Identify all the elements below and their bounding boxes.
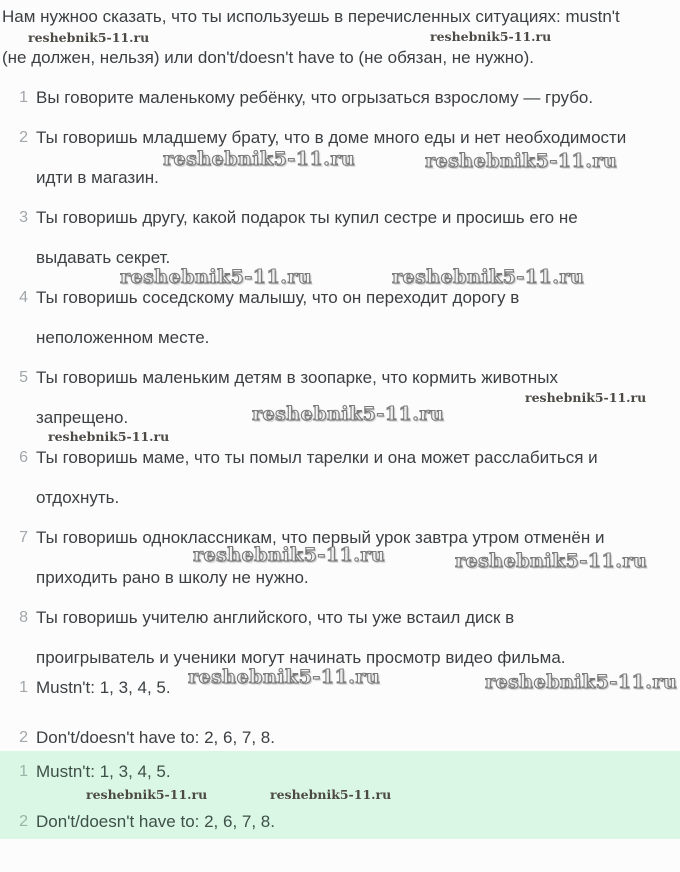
- situation-text: Вы говорите маленькому ребёнку, что огрызаться взрослому — грубо.: [36, 88, 594, 107]
- situation-number: 4: [19, 289, 28, 306]
- watermark-text: reshebnik5-11.ru: [270, 787, 392, 802]
- answer-number: 1: [19, 679, 28, 696]
- watermark-text: reshebnik5-11.ru: [86, 787, 208, 802]
- answer-text: Mustn't: 1, 3, 4, 5.: [36, 678, 171, 697]
- situation-text: Ты говоришь учителю английского, что ты уже встаил диск в: [36, 608, 515, 627]
- situation-number: 1: [19, 89, 28, 106]
- answer-text: Don't/doesn't have to: 2, 6, 7, 8.: [36, 728, 275, 747]
- situation-text: запрещено.: [36, 408, 129, 427]
- situation-3: [0, 208, 680, 228]
- answer-2: [0, 728, 680, 748]
- watermark-text: reshebnik5-11.ru: [163, 148, 356, 170]
- situation-1: [0, 88, 680, 108]
- answer-text: Don't/doesn't have to: 2, 6, 7, 8.: [36, 812, 275, 831]
- situation-text: приходить рано в школу не нужно.: [36, 568, 309, 587]
- answer-key-1: [0, 762, 680, 782]
- situation-8-line-2: [0, 648, 680, 668]
- situation-number: 8: [19, 609, 28, 626]
- task-header-line-1: Нам нужноо сказать, что ты используешь в перечисленных ситуациях: mustn't: [2, 7, 620, 26]
- watermark-text: reshebnik5-11.ru: [392, 266, 585, 288]
- situation-number: 3: [19, 209, 28, 226]
- task-header-line-2: (не должен, нельзя) или don't/doesn't have to (не обязан, не нужно).: [2, 48, 535, 67]
- situation-5: [0, 368, 680, 388]
- watermark-text: reshebnik5-11.ru: [28, 30, 150, 45]
- situation-text: идти в магазин.: [36, 168, 159, 187]
- situation-text: Ты говоришь одноклассникам, что первый урок завтра утром отменён и: [36, 528, 605, 547]
- situation-number: 5: [19, 369, 28, 386]
- situation-text: отдохнуть.: [36, 488, 120, 507]
- situation-number: 2: [19, 129, 28, 146]
- answer-number: 2: [19, 813, 28, 830]
- answer-key-2: [0, 812, 680, 832]
- watermark-text: reshebnik5-11.ru: [120, 266, 313, 288]
- situation-4: [0, 288, 680, 308]
- situation-text: Ты говоришь маме, что ты помыл тарелки и она может расслабиться и: [36, 448, 598, 467]
- answer-number: 2: [19, 729, 28, 746]
- situation-number: 7: [19, 529, 28, 546]
- watermark-text: reshebnik5-11.ru: [485, 671, 678, 693]
- situation-3-line-2: [0, 248, 680, 268]
- situation-4-line-2: [0, 328, 680, 348]
- situation-8: [0, 608, 680, 628]
- situation-2: [0, 128, 680, 148]
- situation-text: Ты говоришь соседскому малышу, что он переходит дорогу в: [36, 288, 520, 307]
- situation-text: проигрыватель и ученики могут начинать просмотр видео фильма.: [36, 648, 566, 667]
- watermark-text: reshebnik5-11.ru: [188, 666, 381, 688]
- answer-text: Mustn't: 1, 3, 4, 5.: [36, 762, 171, 781]
- watermark-text: reshebnik5-11.ru: [455, 550, 648, 572]
- watermark-text: reshebnik5-11.ru: [48, 429, 170, 444]
- situation-number: 6: [19, 449, 28, 466]
- situation-text: Ты говоришь маленьким детям в зоопарке, что кормить животных: [36, 368, 558, 387]
- situation-text: выдавать секрет.: [36, 248, 171, 267]
- situation-text: Ты говоришь другу, какой подарок ты купил сестре и просишь его не: [36, 208, 578, 227]
- situation-6-line-2: [0, 488, 680, 508]
- watermark-text: reshebnik5-11.ru: [252, 403, 445, 425]
- situation-6: [0, 448, 680, 468]
- answer-number: 1: [19, 763, 28, 780]
- watermark-text: reshebnik5-11.ru: [193, 544, 386, 566]
- situation-text: Ты говоришь младшему брату, что в доме много еды и нет необходимости: [36, 128, 627, 147]
- situation-text: неположенном месте.: [36, 328, 210, 347]
- watermark-text: reshebnik5-11.ru: [525, 390, 647, 405]
- watermark-text: reshebnik5-11.ru: [430, 29, 552, 44]
- watermark-text: reshebnik5-11.ru: [425, 150, 618, 172]
